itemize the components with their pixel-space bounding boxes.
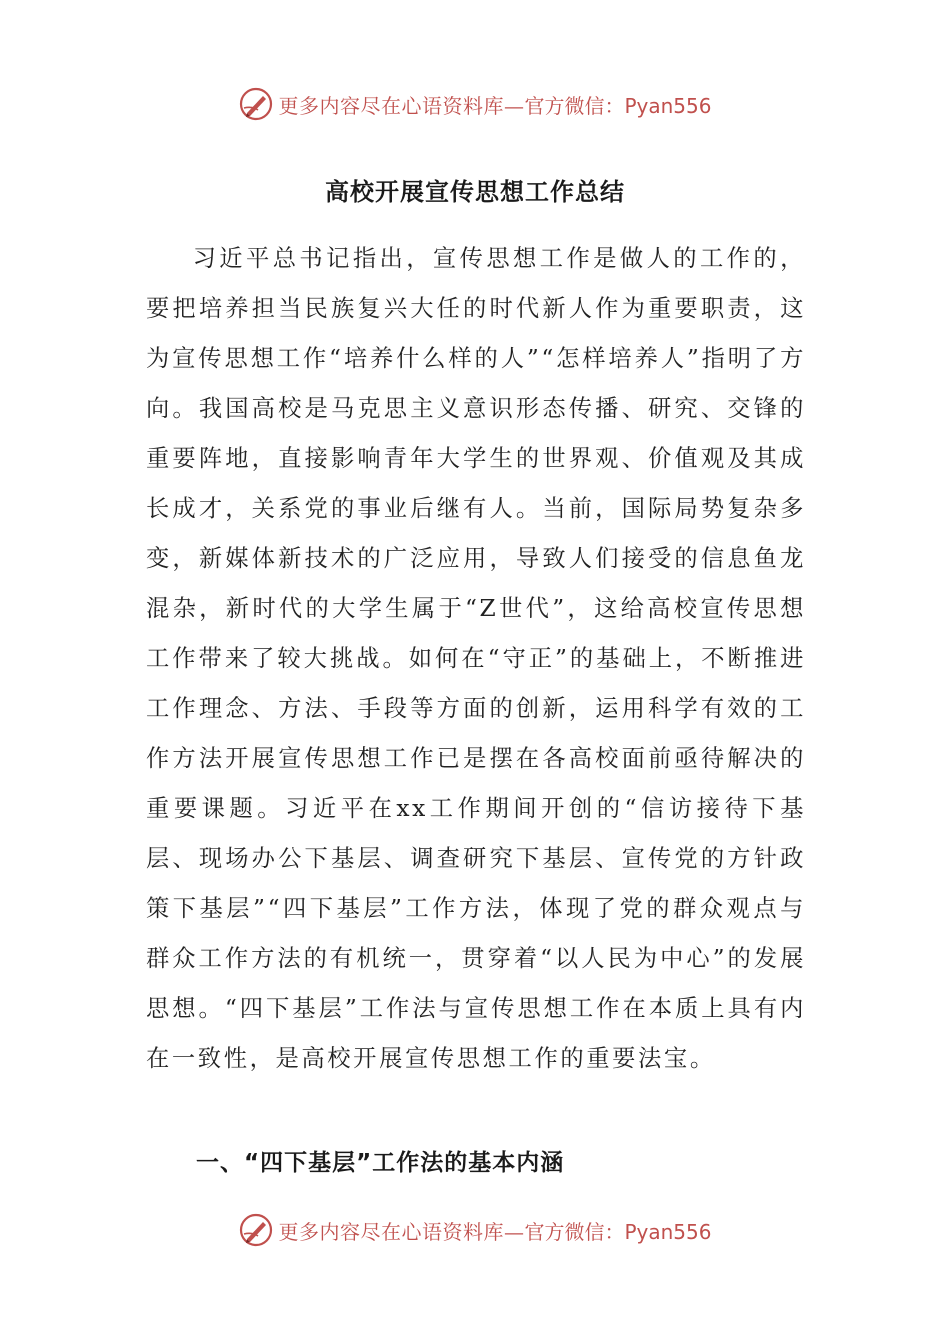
watermark-main-text: 更多内容尽在心语资料库— [278, 1219, 525, 1244]
watermark-wechat-text: 官方微信：Pyan556 [524, 1219, 712, 1244]
watermark-main-text: 更多内容尽在心语资料库— [278, 93, 525, 118]
pen-logo-icon [238, 86, 274, 122]
pen-logo-icon [238, 1212, 274, 1248]
header-watermark [0, 84, 950, 124]
section-heading: 一、“四下基层”工作法的基本内涵 [196, 1150, 565, 1176]
body-paragraph: 习近平总书记指出，宣传思想工作是做人的工作的，要把培养担当民族复兴大任的时代新人作为重要职责，这为宣传思想工作“培养什么样的人”“怎样培养人”指明了方向。我国高校是马克思主义意识形态传播、研究、交锋的重要阵地，直接影响青年大学生的世界观、价值观及其成长成才，关系党的事业后继有人。当前，国际局势复杂多变，新媒体新技术的广泛应用，导致人们接受的信息鱼龙混杂，新时代的大学生属于“Z世代”，这给高校宣传思想工作带来了较大挑战。如何在“守正”的基础上，不断推进工作理念、方法、手段等方面的创新，运用科学有效的工作方法开展宣传思想工作已是摆在各高校面前亟待解决的重要课题。习近平在xx工作期间开创的“信访接待下基层、现场办公下基层、调查研究下基层、宣传党的方针政策下基层”“四下基层”工作方法，体现了党的群众观点与群众工作方法的有机统一，贯穿着“以人民为中心”的发展思想。“四下基层”工作法与宣传思想工作在本质上具有内在一致性，是高校开展宣传思想工作的重要法宝。 [146, 245, 806, 1072]
document-title: 高校开展宣传思想工作总结 [325, 178, 625, 206]
watermark-wechat-text: 官方微信：Pyan556 [524, 93, 712, 118]
footer-watermark [0, 1210, 950, 1250]
